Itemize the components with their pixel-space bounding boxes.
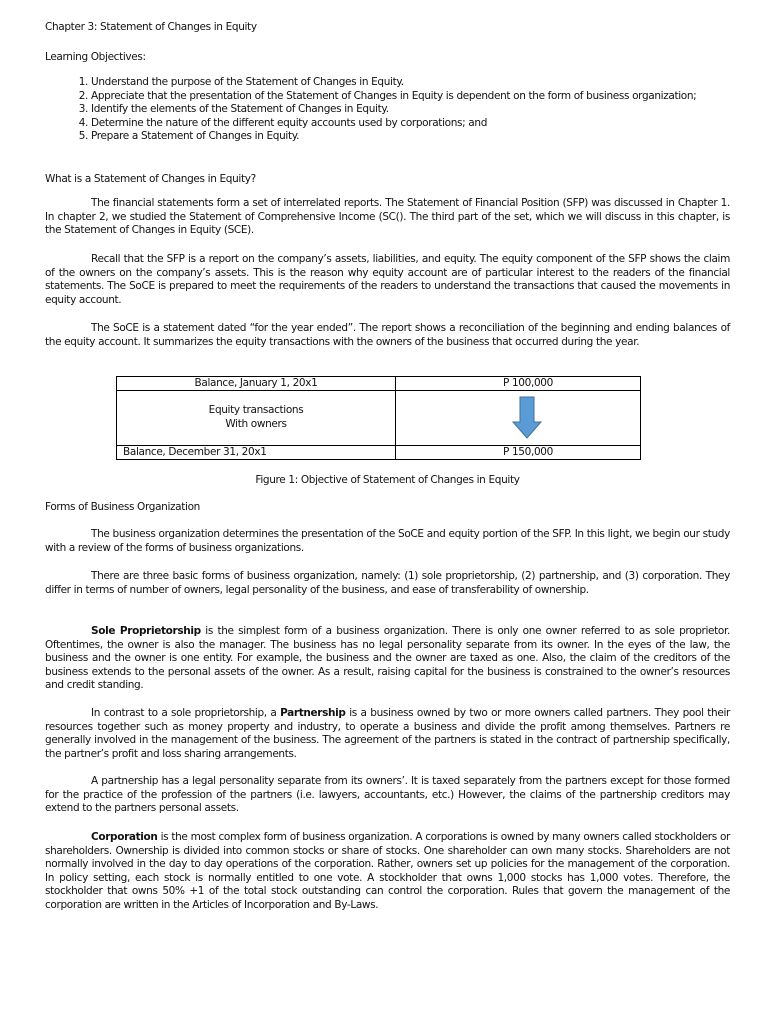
paragraph: A partnership has a legal personality separate from its owners’. It is taxed separately from the partners except for those formed for the practice of the profession of the partners (i.e. lawyers, accountants, etc.) However, the claims of the partnership creditors may extend to the partners personal assets.: [45, 775, 730, 815]
objective-item: 4. Determine the nature of the different equity accounts used by corporations; and: [91, 117, 751, 131]
section-heading-forms: Forms of Business Organization: [45, 501, 200, 513]
paragraph: The SoCE is a statement dated “for the year ended”. The report shows a reconciliation of the beginning and ending balances of the equity account. It summarizes the equity transactions with the owners of the business that occurred during the year.: [45, 322, 730, 348]
table-cell: Balance, January 1, 20x1: [117, 377, 396, 391]
paragraph-text: is the simplest form of a business organization. There is only one owner referred to as sole proprietor. Oftentimes, the owner is also the manager. The business has no legal personality separate from its owner. In the eyes of the law, the business and the owner is one entity. For example, the business and the owner are taxed as one. Also, the claim of the creditors of the business extends to the personal assets of the owner. As a result, raising capital for the business is constrained to the owner’s resources and credit standing.: [45, 625, 730, 692]
table-cell: [396, 391, 641, 446]
term-partnership: Partnership: [280, 707, 346, 719]
down-arrow-icon: [512, 396, 542, 440]
objectives-list: [45, 76, 751, 144]
paragraph-partnership: [45, 707, 730, 761]
objective-item: 5. Prepare a Statement of Changes in Equity.: [91, 130, 751, 144]
equity-transactions-label: Equity transactions: [208, 404, 304, 417]
chapter-title: Chapter 3: Statement of Changes in Equity: [45, 21, 257, 33]
table-cell: Balance, December 31, 20x1: [117, 445, 396, 459]
table-cell: [117, 391, 396, 446]
table-cell: P 150,000: [396, 445, 641, 459]
paragraph-sole-proprietorship: [45, 625, 730, 693]
objectives-heading: Learning Objectives:: [45, 51, 146, 63]
figure-caption: Figure 1: Objective of Statement of Changes in Equity: [255, 474, 520, 486]
objective-item: 1. Understand the purpose of the Statement of Changes in Equity.: [91, 76, 751, 90]
section-heading-what-is-soce: What is a Statement of Changes in Equity?: [45, 173, 256, 185]
paragraph: The financial statements form a set of interrelated reports. The Statement of Financial Position (SFP) was discussed in Chapter 1. In chapter 2, we studied the Statement of Comprehensive Income (SC(). The third part of the set, which we will discuss in this chapter, is the Statement of Changes in Equity (SCE).: [45, 197, 730, 237]
table-cell: P 100,000: [396, 377, 641, 391]
term-corporation: Corporation: [91, 831, 158, 843]
objective-item: 2. Appreciate that the presentation of the Statement of Changes in Equity is dependent on the form of business organization;: [91, 90, 751, 104]
paragraph-corporation: [45, 831, 730, 913]
figure-table: [116, 376, 641, 460]
with-owners-label: With owners: [225, 417, 287, 430]
paragraph: There are three basic forms of business organization, namely: (1) sole proprietorship, (2) partnership, and (3) corporation. They differ in terms of number of owners, legal personality of the business, and ease of transferability of ownership.: [45, 570, 730, 596]
objective-item: 3. Identify the elements of the Statement of Changes in Equity.: [91, 103, 751, 117]
paragraph: Recall that the SFP is a report on the company’s assets, liabilities, and equity. The equity component of the SFP shows the claim of the owners on the company’s assets. This is the reason why equity account are of particular interest to the readers of the financial statements. The SoCE is prepared to meet the requirements of the readers to understand the transactions that caused the movements in equity account.: [45, 253, 730, 306]
paragraph: The business organization determines the presentation of the SoCE and equity portion of the SFP. In this light, we begin our study with a review of the forms of business organizations.: [45, 528, 730, 554]
term-sole-proprietorship: Sole Proprietorship: [91, 625, 201, 637]
paragraph-text: is a business owned by two or more owners called partners. They pool their resources together such as money property and industry, to operate a business and divide the profit among themselves. Partners re generally involved in the management of the business. The agreement of the partners is stated in the contract of partnership specifically, the partner’s profit and loss sharing arrangements.: [45, 707, 730, 760]
paragraph-text: is the most complex form of business organization. A corporations is owned by many owners called stockholders or shareholders. Ownership is divided into common stocks or share of stocks. One shareholder can own many stocks. Shareholders are not normally involved in the day to day operations of the corporation. Rather, owners set up policies for the management of the corporation. In policy setting, each stock is normally entitled to one vote. A stockholder that owns 1,000 stocks has 1,000 votes. Therefore, the stockholder that owns 50% +1 of the total stock outstanding can control the corporation. Rules that govern the management of the corporation are written in the Articles of Incorporation and By-Laws.: [45, 831, 730, 911]
paragraph-text: In contrast to a sole proprietorship, a: [91, 707, 281, 719]
